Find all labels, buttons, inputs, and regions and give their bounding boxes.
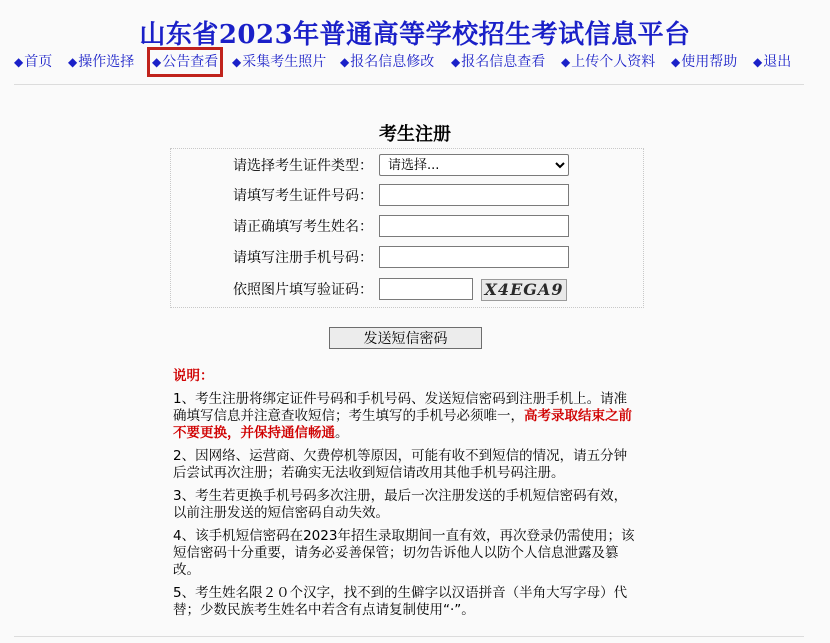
- nav-edit[interactable]: [340, 52, 434, 72]
- nav-help-label: 使用帮助: [681, 54, 738, 70]
- captcha-row: [171, 278, 643, 302]
- send-sms-password-button[interactable]: 发送短信密码: [329, 327, 482, 349]
- divider: [14, 84, 804, 85]
- id-number-row: [171, 184, 643, 208]
- nav-exit-label: 退出: [763, 54, 792, 70]
- id-number-label: 请填写考生证件号码：: [233, 188, 373, 204]
- nav-operation-label: 操作选择: [78, 54, 135, 70]
- nav-view[interactable]: [451, 52, 545, 72]
- name-input[interactable]: [379, 215, 569, 237]
- captcha-image[interactable]: X4EGA9: [481, 279, 567, 301]
- id-type-label: 请选择考生证件类型：: [233, 158, 373, 174]
- instruction-item-5: 5、考生姓名限２０个汉字，找不到的生僻字以汉语拼音（半角大写字母）代替；少数民族考生姓名中若含有点请复制使用“·”。: [173, 585, 628, 618]
- diamond-icon: ◆: [671, 55, 681, 69]
- id-type-select[interactable]: [379, 154, 569, 176]
- nav-edit-label: 报名信息修改: [350, 54, 435, 70]
- instruction-item-1: [173, 391, 637, 442]
- captcha-label: 依照图片填写验证码：: [233, 282, 373, 298]
- nav-photo-label: 采集考生照片: [242, 54, 327, 70]
- instruction-item-1-text: 1、考生注册将绑定证件号码和手机号码、发送短信密码到注册手机上。请准确填写信息并注意查收短信；考生填写的手机号必须唯一，: [173, 391, 628, 424]
- phone-row: [171, 246, 643, 270]
- diamond-icon: ◆: [451, 55, 461, 69]
- nav-exit[interactable]: [753, 52, 791, 72]
- instruction-item-1-warning: 高考录取结束之前不要更换，并保持通信畅通: [173, 408, 632, 441]
- diamond-icon: ◆: [753, 55, 763, 69]
- instructions-heading: 说明：: [173, 368, 214, 384]
- nav-home[interactable]: [14, 52, 52, 72]
- diamond-icon: ◆: [68, 55, 78, 69]
- instruction-item-2: 2、因网络、运营商、欠费停机等原因，可能有收不到短信的情况，请五分钟后尝试再次注册；若确实无法收到短信请改用其他手机号码注册。: [173, 448, 628, 481]
- phone-input[interactable]: [379, 246, 569, 268]
- instruction-item-1-end: 。: [335, 425, 349, 441]
- diamond-icon: ◆: [232, 55, 242, 69]
- instruction-item-3: 3、考生若更换手机号码多次注册，最后一次注册发送的手机短信密码有效，以前注册发送的短信密码自动失效。: [173, 488, 628, 521]
- name-row: [171, 215, 643, 239]
- diamond-icon: ◆: [561, 55, 571, 69]
- diamond-icon: ◆: [14, 55, 24, 69]
- registration-form: [170, 148, 644, 308]
- nav-operation[interactable]: [68, 52, 134, 72]
- bottom-divider: [14, 636, 804, 637]
- id-type-row: [171, 154, 643, 178]
- top-nav: [14, 52, 814, 74]
- name-label: 请正确填写考生姓名：: [233, 219, 373, 235]
- nav-view-label: 报名信息查看: [461, 54, 546, 70]
- diamond-icon: ◆: [152, 55, 162, 69]
- nav-help[interactable]: [671, 52, 737, 72]
- captcha-input[interactable]: [379, 278, 473, 300]
- phone-label: 请填写注册手机号码：: [233, 250, 373, 266]
- id-number-input[interactable]: [379, 184, 569, 206]
- form-title: 考生注册: [379, 124, 451, 145]
- nav-photo[interactable]: [232, 52, 326, 72]
- nav-notice[interactable]: [152, 52, 218, 72]
- nav-home-label: 首页: [24, 54, 53, 70]
- site-title: 山东省2023年普通高等学校招生考试信息平台: [139, 20, 691, 50]
- nav-notice-label: 公告查看: [162, 54, 219, 70]
- nav-upload[interactable]: [561, 52, 655, 72]
- diamond-icon: ◆: [340, 55, 350, 69]
- instructions: [173, 368, 637, 625]
- instruction-item-4: 4、该手机短信密码在2023年招生录取期间一直有效，再次登录仍需使用；该短信密码十分重要，请务必妥善保管；切勿告诉他人以防个人信息泄露及篡改。: [173, 528, 635, 578]
- nav-upload-label: 上传个人资料: [571, 54, 656, 70]
